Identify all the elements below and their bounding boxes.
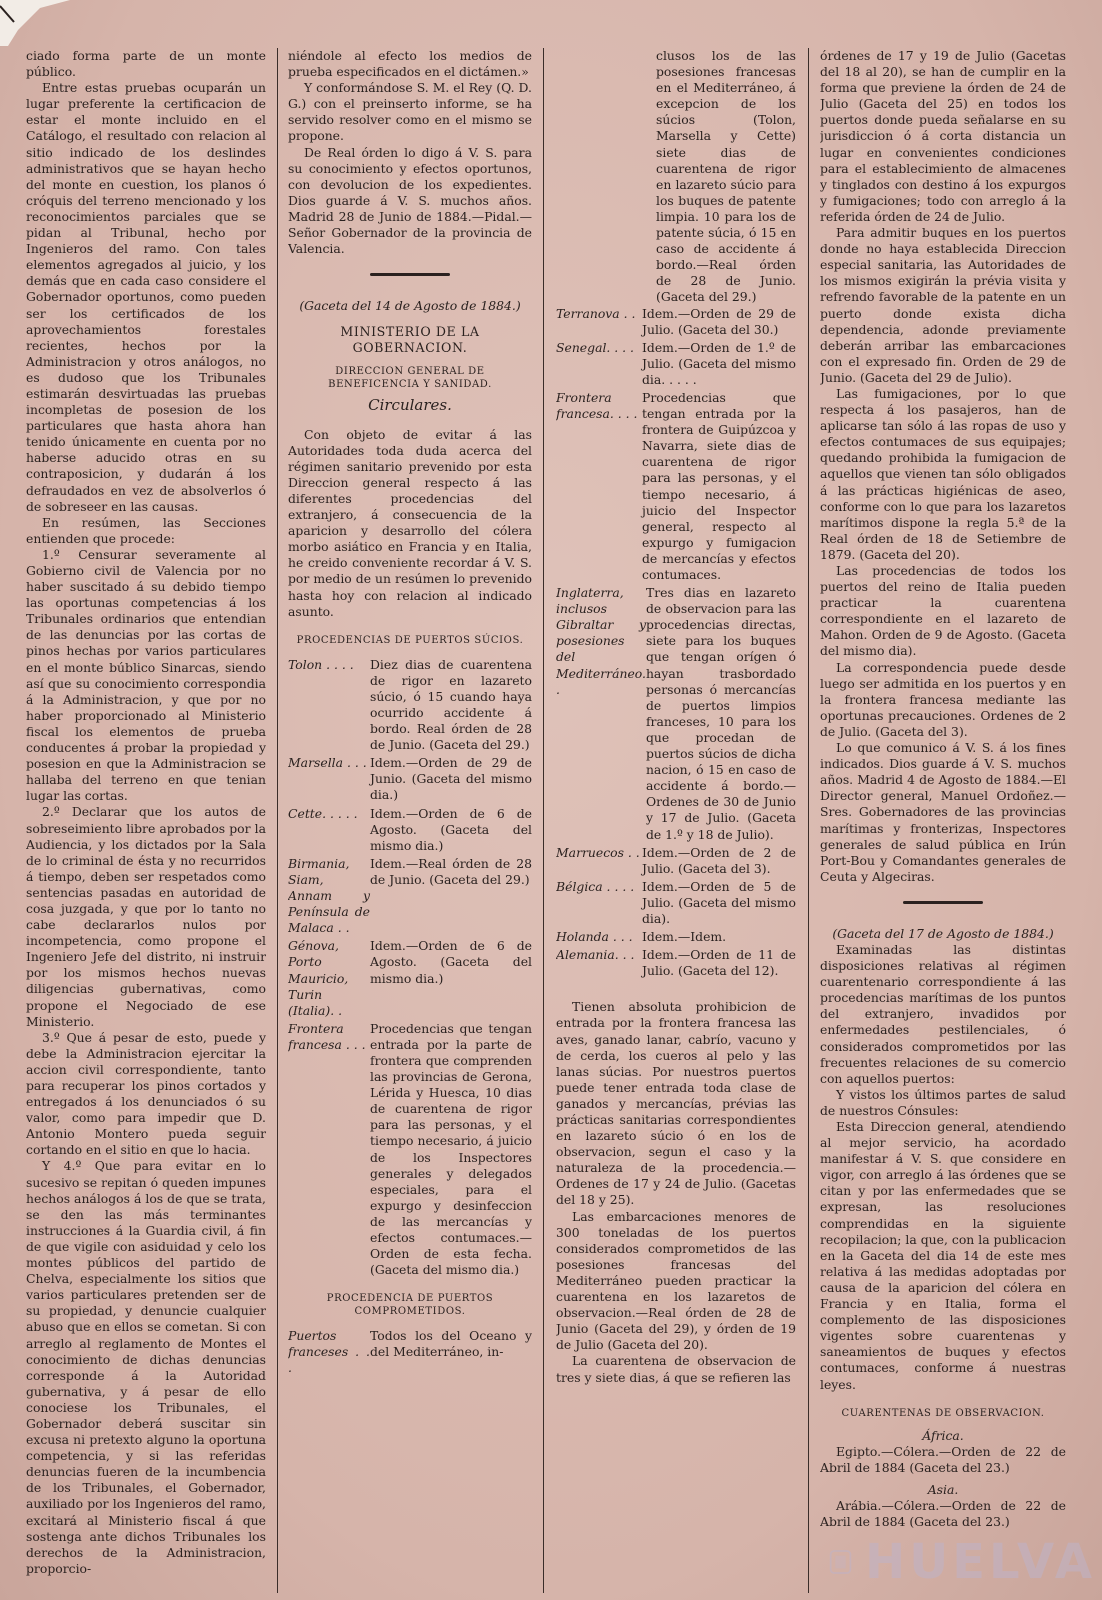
archive-watermark <box>826 1532 1096 1592</box>
paragraph: Y vistos los últimos partes de salud de nuestros Cónsules: <box>820 1086 1066 1118</box>
gaceta-date: (Gaceta del 17 de Agosto de 1884.) <box>832 925 1054 941</box>
paragraph: En resúmen, las Secciones entienden que procede: <box>26 514 266 546</box>
port-name: Alemania. . . <box>556 947 635 963</box>
paragraph: Con objeto de evitar á las Autoridades toda duda acerca del régimen sanitario prevenido por esta Direccion general respecto á las diferentes procedencias del extranjero, á consecuencia de la aparicion y desarrollo del cólera morbo asiático en Francia y en Italia, he creido conveniente recordar á V. S. por medio de un resúmen lo prevenido hasta hoy con relacion al indicado asunto. <box>288 426 532 619</box>
paragraph: Examinadas las distintas disposiciones relativas al régimen cuarentenario correspondiente á las procedencias marítimas de los puntos del extranjero, invadidos por enfermedades pestilenciales, ó considerados comprometidos por las frecuentes relaciones de su comercio con aquellos puertos: <box>820 941 1066 1086</box>
port-rule: Procedencias que tengan entrada por la parte de frontera que comprenden las provincias de Gerona, Lérida y Huesca, 10 dias de cuarentena de rigor para las personas, y el tiempo necesario, á juicio de los Inspectores generales y delegados especiales, para el expurgo y desinfeccion de las mercancías y efectos contumaces.—Orden de esta fecha. (Gaceta del mismo dia.) <box>370 1020 532 1278</box>
column-rule-1 <box>277 48 278 1593</box>
port-rule: Diez dias de cuarentena de rigor en lazareto súcio, ó 15 cuando haya ocurrido accidente á bordo. Real órden de 28 de Junio. (Gaceta del 29.) <box>370 656 532 753</box>
paragraph: La cuarentena de observacion de tres y siete dias, á que se refieren las <box>556 1353 796 1385</box>
observacion-heading: CUARENTENAS DE OBSERVACION. <box>841 1407 1045 1419</box>
paragraph: órdenes de 17 y 19 de Julio (Gacetas del 18 al 20), se han de cumplir en la forma que previene la órden de 24 de Julio (Gaceta del 25) en todos los puertos donde pueda señalarse en su jurisdiccion ó á corta distancia un lugar en convenientes condiciones para el establecimiento de almacenes y tinglados con destino á los expurgos y fumigaciones; todo con arreglo á la referida órden de 24 de Julio. <box>820 48 1066 224</box>
column-2 <box>288 48 532 1590</box>
paragraph: Las fumigaciones, por lo que respecta á los pasajeros, han de aplicarse tan sólo á las ropas de uso y efectos contumaces de sus equipajes; quedando prohibida la fumigacion de aquellos que vienen tan sólo obligados á las prácticas higiénicas de aseo, conforme con lo que para los lazaretos marítimos dispone la regla 5.ª de la Real órden de 18 de Setiembre de 1879. (Gaceta del 20). <box>820 385 1066 562</box>
column-rule-3 <box>808 48 809 1593</box>
section-separator <box>370 273 450 276</box>
port-name: Frontera francesa . . . <box>288 1020 366 1052</box>
direccion-heading: DIRECCION GENERAL DE BENEFICENCIA Y SANIDAD. <box>328 365 492 390</box>
continued-rule: clusos los de las posesiones francesas en el Mediterráneo, á excepcion de los súcios (Tolon, Marsella y Cette) siete dias de cuarentena de rigor en lazareto súcio para los buques de patente limpia. 10 para los de patente súcia, ó 15 en caso de accidente á bordo.—Real órden de 28 de Junio. (Gaceta del 29.) <box>656 48 796 305</box>
port-rule: Idem.—Orden de 2 de Julio. (Gaceta del 3). <box>642 844 796 876</box>
ministry-heading: MINISTERIO DE LA GOBERNACION. <box>340 324 480 356</box>
region-heading: Asia. <box>927 1481 959 1497</box>
port-name: Cette. . . . . <box>288 805 358 821</box>
port-entry <box>288 856 532 936</box>
paragraph: Las embarcaciones menores de 300 toneladas de los puertos considerados comprometidos de las posesiones francesas del Mediterráneo pueden practicar la cuarentena en los lazaretos de observacion.—Real órden de 28 de Junio (Gaceta del 29), y órden de 19 de Julio (Gaceta del 20). <box>556 1208 796 1353</box>
port-name: Bélgica . . . . <box>556 878 635 894</box>
port-rule: Idem.—Orden de 6 de Agosto. (Gaceta del mismo dia.) <box>370 805 532 853</box>
column-rule-2 <box>543 48 544 1593</box>
paragraph: 2.º Declarar que los autos de sobreseimiento libre aprobados por la Audiencia, y los dictados por la Sala de lo criminal de ésta y no recurridos á tiempo, deben ser respetados como sentencias pasadas en autoridad de cosa juzgada, y que por lo tanto no cabe declararlos nulos por incompetencia, como propone el Ingeniero Jefe del distrito, ni instruir por los mismos hechos nuevas diligencias gubernativas, como propone el Negociado de ese Ministerio. <box>26 804 266 1029</box>
port-entry <box>288 1328 532 1376</box>
paragraph: Esta Direccion general, atendiendo al mejor servicio, ha acordado manifestar á V. S. que considere en vigor, con arreglo á las órdenes que se citan y por las enfermedades que se expresan, las resoluciones comprendidas en la siguiente recopilacion; la que, con la publicacion en la Gaceta del dia 14 de este mes relativa á las medidas adoptadas por causa de la aparicion del cólera en Francia y en Italia, forma el complemento de las disposiciones vigentes sobre cuarentenas y saneamientos de buques y efectos contumaces, conforme á nuestras leyes. <box>820 1119 1066 1392</box>
port-entry <box>288 657 532 754</box>
spacer <box>556 981 796 999</box>
paragraph: ciado forma parte de un monte público. <box>26 48 266 80</box>
port-rule: Tres dias en lazareto de observacion para las procedencias directas, siete para los buques que tengan orígen ó hayan trasbordado personas ó mercancías de puertos limpios franceses, 10 para los que procedan de puertos súcios de dicha nacion, ó 15 en caso de accidente á bordo.—Ordenes de 30 de Junio y 17 de Julio. (Gaceta de 1.º y 18 de Julio). <box>645 585 796 842</box>
torn-corner-mark <box>0 0 70 46</box>
region-heading: África. <box>922 1427 964 1443</box>
port-rule: Idem.—Orden de 5 de Julio. (Gaceta del mismo dia). <box>642 878 796 926</box>
port-entry <box>288 806 532 854</box>
port-name: Frontera francesa. . . . <box>556 389 638 422</box>
port-name: Terranova . . <box>556 305 636 321</box>
port-name: Puertos franceses . . . <box>288 1328 370 1376</box>
coat-of-arms-icon <box>826 1537 855 1587</box>
port-entry <box>556 390 796 583</box>
port-rule: Idem.—Idem. <box>642 929 727 945</box>
port-rule: Todos los del Oceano y del Mediterráneo, in- <box>370 1328 532 1360</box>
port-name: Marruecos . . <box>556 844 640 860</box>
port-entry <box>556 306 796 338</box>
port-rule: Idem.—Orden de 29 de Junio. (Gaceta del mismo dia.) <box>370 755 532 803</box>
port-entry <box>556 929 796 945</box>
sucios-heading: PROCEDENCIAS DE PUERTOS SÚCIOS. <box>296 634 524 646</box>
port-entry <box>556 947 796 979</box>
comprometidos-heading: PROCEDENCIA DE PUERTOS COMPROMETIDOS. <box>326 1293 494 1318</box>
column-4 <box>820 48 1066 1590</box>
port-entry <box>556 879 796 927</box>
paragraph: Tienen absoluta prohibicion de entrada por la frontera francesa las aves, ganado lanar, cabrío, vacuno y de cerda, los cueros al pelo y las lanas súcias. Por nuestros puertos puede tener entrada toda clase de ganados y mercancías, prévias las prácticas sanitarias correspondientes en lazareto súcio ó en los de observacion, segun el caso y la naturaleza de la procedencia.—Ordenes de 17 y 24 de Julio. (Gacetas del 18 y 25). <box>556 999 796 1208</box>
section-separator <box>903 901 983 904</box>
port-rule: Procedencias que tengan entrada por la frontera de Guipúzcoa y Navarra, siete dias de cuarentena de rigor para las personas, y el tiempo necesario, á juicio del Inspector general, respecto al expurgo y fumigacion de mercancías y efectos contumaces. <box>642 389 796 582</box>
paragraph: De Real órden lo digo á V. S. para su conocimiento y efectos oportunos, con devolucion de los expedientes. Dios guarde á V. S. muchos años. Madrid 28 de Junio de 1884.—Pidal.—Señor Gobernador de la provincia de Valencia. <box>288 144 532 257</box>
paragraph: Y conformándose S. M. el Rey (Q. D. G.) con el preinserto informe, se ha servido resolver como en el mismo se propone. <box>288 80 532 144</box>
port-name: Holanda . . . <box>556 929 633 945</box>
port-rule: Idem.—Orden de 29 de Julio. (Gaceta del 30.) <box>642 305 796 337</box>
paragraph: Las procedencias de todos los puertos del reino de Italia pueden practicar la cuarentena correspondiente en el lazareto de Mahon. Orden de 9 de Agosto. (Gaceta del mismo dia). <box>820 563 1066 659</box>
paragraph: Egipto.—Cólera.—Orden de 22 de Abril de 1884 (Gaceta del 23.) <box>820 1443 1066 1475</box>
port-entry <box>556 845 796 877</box>
paragraph: Arábia.—Cólera.—Orden de 22 de Abril de 1884 (Gaceta del 23.) <box>820 1497 1066 1530</box>
port-name: Marsella . . . <box>288 755 367 771</box>
port-rule: Idem.—Orden de 6 de Agosto. (Gaceta del mismo dia.) <box>370 938 532 986</box>
signature-paragraph: Lo que comunico á V. S. á los fines indicados. Dios guarde á V. S. muchos años. Madrid 4 de Agosto de 1884.—El Director general, Manuel Ordoñez.—Sres. Gobernadores de las provincias marítimas y fronterizas, Inspectores generales de salud pública en Irún Port-Bou y Comandantes generales de Ceuta y Algeciras. <box>820 740 1066 884</box>
port-rule: Idem.—Real órden de 28 de Junio. (Gaceta del 29.) <box>370 855 532 887</box>
watermark-text: HUELVA <box>865 1534 1096 1590</box>
paragraph: Y 4.º Que para evitar en lo sucesivo se repitan ó queden impunes hechos análogos á los de que se trata, se den las más terminantes instrucciones á la Guardia civil, á fin de que vigile con asiduidad y celo los montes públicos del partido de Chelva, especialmente los sitios que varios particulares pretenden ser de su propiedad, y denuncie cualquier abuso que en ellos se cometan. Si con arreglo al reglamento de Montes el conocimiento de dichas denuncias corresponde á la Autoridad gubernativa, y á pesar de ello conociese los Tribunales, el Gobernador deberá suscitar sin excusa ni pretexto alguno la oportuna competencia, y si las referidas denuncias fueren de la incumbencia de los Tribunales, el Gobernador, auxiliado por los Ingenieros del ramo, excitará al Ministerio fiscal á que sostenga ante dichos Tribunales los derechos de la Administracion, proporcio- <box>26 1158 266 1576</box>
paragraph: 1.º Censurar severamente al Gobierno civil de Valencia por no haber suscitado á su debido tiempo las oportunas competencias á los Tribunales ordinarios que entendian de las denuncias por las cortas de pinos hechas por varios particulares en el monte búblico Sinarcas, siendo así que su conocimiento correspondia á la Administracion, y que por no haber proporcionado al Ministerio fiscal los elementos de prueba conducentes á probar la propiedad y posesion en que la Administracion se hallaba del terreno en que tenian lugar las cortas. <box>26 546 266 804</box>
port-entry <box>556 585 796 843</box>
port-entry <box>288 755 532 803</box>
circulares-heading: Circulares. <box>368 395 452 414</box>
paragraph: Para admitir buques en los puertos donde no haya establecida Direccion especial sanitaria, las Autoridades de los mismos exigirán la prévia visita y refrendo favorable de la patente en un puerto donde exista dicha dependencia, adonde previamente deberán arribar las embarcaciones con el expresado fin. Orden de 29 de Junio. (Gaceta del 29 de Julio). <box>820 225 1066 385</box>
gaceta-date: (Gaceta del 14 de Agosto de 1884.) <box>299 298 521 314</box>
column-3 <box>556 48 796 1590</box>
paragraph: La correspondencia puede desde luego ser admitida en los puertos y en la frontera francesa mediante las oportunas precauciones. Ordenes de 2 de Julio. (Gaceta del 3). <box>820 659 1066 739</box>
port-entry <box>556 340 796 388</box>
port-name: Génova, Porto Mauricio, Turin (Italia). . <box>288 938 349 1018</box>
paragraph: Entre estas pruebas ocuparán un lugar preferente la certificacion de estar el monte incluido en el Catálogo, el resultado con relacion al sitio indicado de los deslindes administrativos que se hayan hecho del monte en cuestion, los planos ó cróquis del terreno mencionado y los reconocimientos parciales que se pidan al Tribunal, hecho por Ingenieros del ramo. Con tales elementos agregados al juicio, y los demás que en cada caso considere el Gobernador oportunos, como pueden ser los certificados de los aprovechamientos forestales recientes, hechos por la Administracion y otros análogos, no es dudoso que los Tribunales estimarán desvirtuadas las pruebas incompletas de posesion de los particulares que hasta ahora han tenido únicamente en cuenta por no haberse aducido otras en su contraposicion, y dudarán á los defraudados en vez de absolverlos ó de sobreseer en las causas. <box>26 80 266 514</box>
port-name: Tolon . . . . <box>288 656 354 672</box>
column-1 <box>26 48 266 1590</box>
port-rule: Idem.—Orden de 11 de Julio. (Gaceta del 12). <box>642 947 796 979</box>
port-entry <box>288 1021 532 1279</box>
port-entry <box>288 938 532 1018</box>
port-name: Senegal. . . . <box>556 339 634 355</box>
port-name: Birmania, Siam, Annam y Península de Malaca . . <box>288 855 370 936</box>
paragraph: 3.º Que á pesar de esto, puede y debe la Administracion ejercitar la accion civil correspondiente, tanto para recuperar los pinos cortados y entregados á los denunciados ó su valor, como para impedir que D. Antonio Montero pueda seguir cortando en el sitio en que lo hacia. <box>26 1029 266 1158</box>
paragraph: niéndole al efecto los medios de prueba especificados en el dictámen.» <box>288 48 532 80</box>
port-name: Inglaterra, inclusos Gibraltar y posesiones del Mediterráneo. . <box>556 585 646 697</box>
port-rule: Idem.—Orden de 1.º de Julio. (Gaceta del mismo dia. . . . . <box>642 339 796 387</box>
